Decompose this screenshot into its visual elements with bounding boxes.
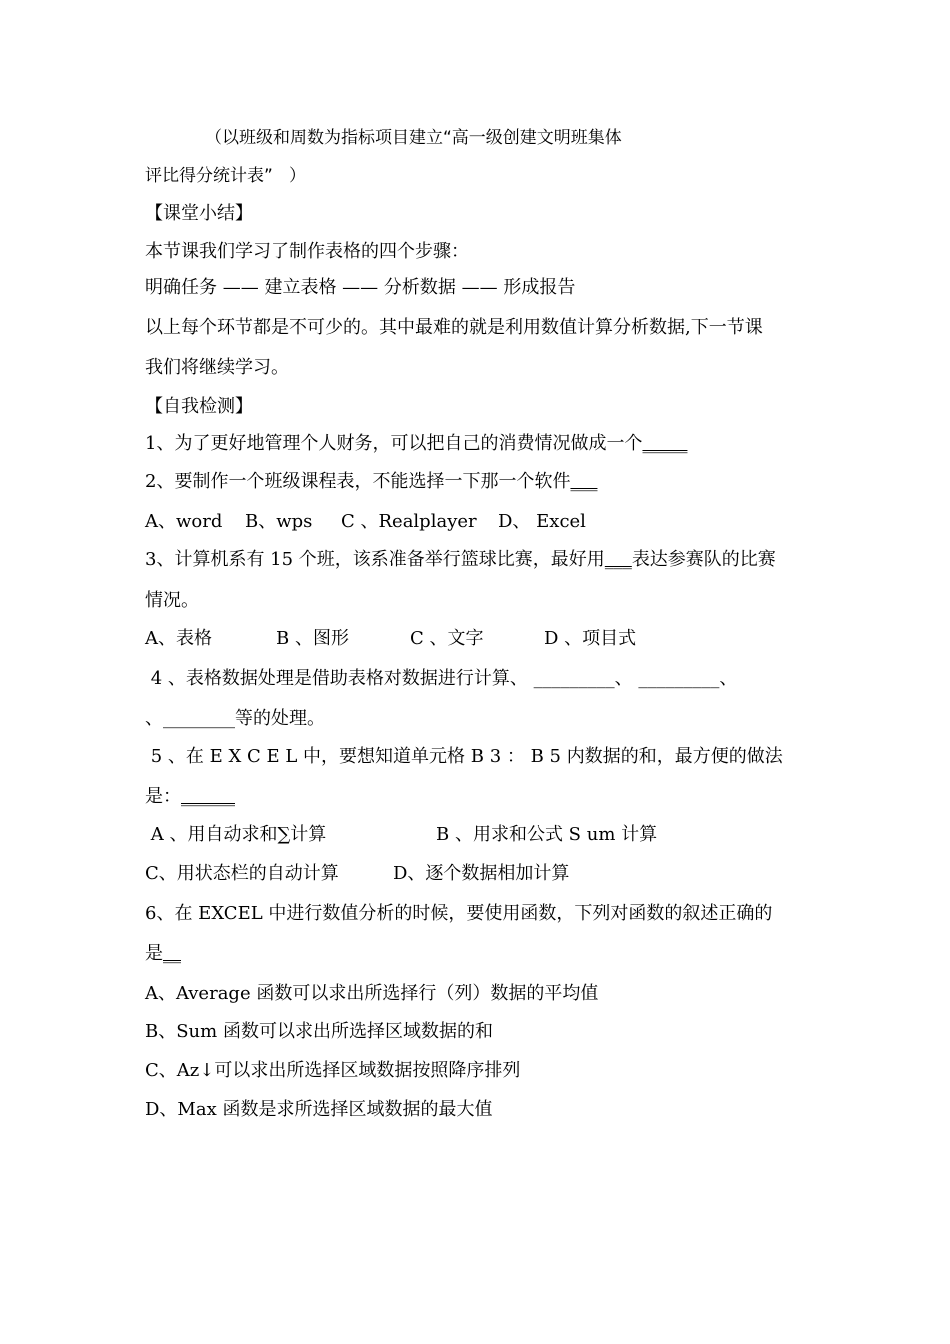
question-5-option-c: C、用状态栏的自动计算 <box>145 863 339 884</box>
question-6-line-1: 6、在 EXCEL 中进行数值分析的时候，要使用函数，下列对函数的叙述正确的 <box>145 903 773 924</box>
question-3-blank: ___ <box>604 549 632 570</box>
question-5-option-b: B 、用求和公式 S um 计算 <box>436 824 658 845</box>
question-2 <box>145 470 597 494</box>
question-2-text: 2、要制作一个班级课程表，不能选择一下那一个软件 <box>145 471 571 492</box>
question-2-option-c: C 、Realplayer <box>341 511 477 532</box>
question-3-text-b: 表达参赛队的比赛 <box>631 549 776 570</box>
question-6-text: 是 <box>145 943 163 964</box>
question-6-blank: __ <box>163 943 181 964</box>
summary-heading: 【课堂小结】 <box>145 203 253 224</box>
question-3-option-b: B 、图形 <box>276 628 349 649</box>
question-4-line-2: 、________等的处理。 <box>145 708 325 729</box>
question-5-text: 是： <box>145 786 181 807</box>
question-1 <box>145 432 687 456</box>
question-2-option-b: B、wps <box>245 511 313 532</box>
question-3-text-a: 3、计算机系有 15 个班，该系准备举行篮球比赛，最好用 <box>145 549 605 570</box>
question-3 <box>145 548 776 572</box>
question-3-text-c: 情况。 <box>145 590 199 611</box>
question-5-option-d: D、逐个数据相加计算 <box>393 863 570 884</box>
question-3-option-d: D 、项目式 <box>544 628 637 649</box>
summary-line-2: 明确任务 —— 建立表格 —— 分析数据 —— 形成报告 <box>145 277 576 298</box>
summary-line-4: 我们将继续学习。 <box>145 357 289 378</box>
question-6-option-a: A、Average 函数可以求出所选择行（列）数据的平均值 <box>145 983 599 1004</box>
test-heading: 【自我检测】 <box>145 396 253 417</box>
question-6-option-d: D、Max 函数是求所选择区域数据的最大值 <box>145 1099 493 1120</box>
question-2-option-d: D、 Excel <box>498 511 586 532</box>
question-6-line-2 <box>145 942 181 966</box>
question-6-option-b: B、Sum 函数可以求出所选择区域数据的和 <box>145 1021 493 1042</box>
question-1-text: 1、为了更好地管理个人财务，可以把自己的消费情况做成一个 <box>145 433 643 454</box>
question-2-blank: ___ <box>570 471 598 492</box>
summary-line-3: 以上每个环节都是不可少的。其中最难的就是利用数值计算分析数据,下一节课 <box>145 317 763 338</box>
question-2-option-a: A、word <box>145 511 223 532</box>
question-5-option-a: A 、用自动求和∑计算 <box>145 824 327 845</box>
question-6-option-c: C、Az↓可以求出所选择区域数据按照降序排列 <box>145 1060 521 1081</box>
question-5-line-2 <box>145 785 235 809</box>
summary-line-1: 本节课我们学习了制作表格的四个步骤： <box>145 241 469 262</box>
question-1-blank: _____ <box>642 433 688 454</box>
question-5-blank: ______ <box>181 786 235 807</box>
intro-line-2: 评比得分统计表” ） <box>145 166 307 186</box>
question-3-option-c: C 、文字 <box>410 628 484 649</box>
question-4-line-1: 4 、表格数据处理是借助表格对数据进行计算、 _________、 _________、 <box>145 668 738 689</box>
question-3-option-a: A、表格 <box>145 628 212 649</box>
question-5-line-1: 5 、在 E X C E L 中，要想知道单元格 B 3 ： B 5 内数据的和，最方便的做法 <box>145 746 783 767</box>
intro-line-1: （以班级和周数为指标项目建立“高一级创建文明班集体 <box>205 128 622 148</box>
